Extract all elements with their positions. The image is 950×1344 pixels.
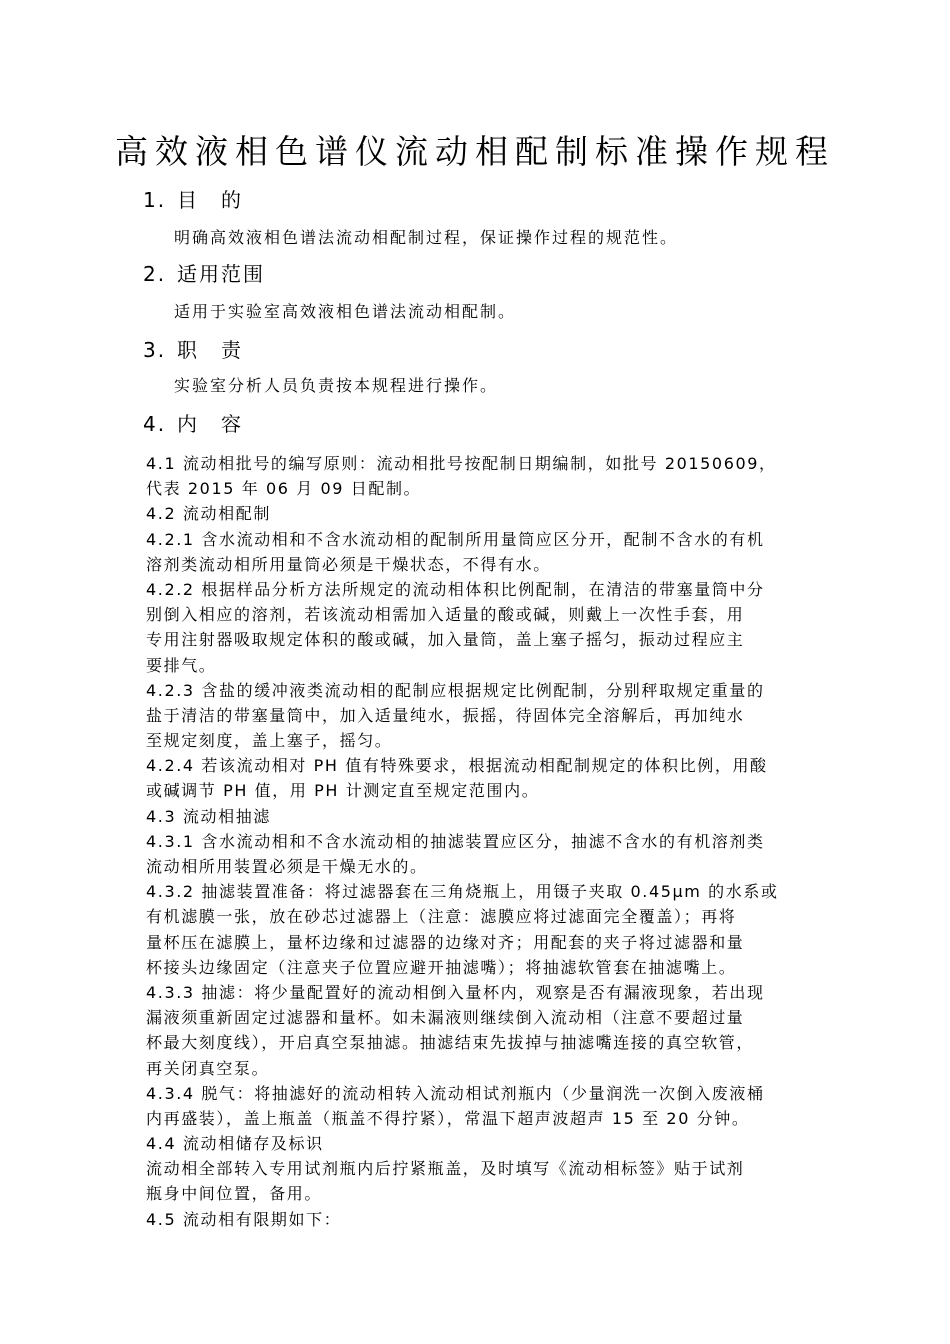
content-line: 盐于清洁的带塞量筒中，加入适量纯水，振摇，待固体完全溶解后，再加纯水	[146, 705, 745, 725]
content-line: 流动相所用装置必须是干燥无水的。	[146, 857, 428, 876]
section-3-body: 实验室分析人员负责按本规程进行操作。	[174, 376, 499, 395]
section-4-content	[146, 451, 826, 1232]
content-line: 再关闭真空泵。	[146, 1058, 270, 1078]
section-3-heading	[143, 336, 243, 364]
content-line: 漏液须重新固定过滤器和量杯。如未漏液则继续倒入流动相（注意不要超过量	[146, 1008, 745, 1028]
section-title: 内 容	[177, 412, 243, 436]
content-line: 瓶身中间位置，备用。	[146, 1184, 323, 1204]
content-line: 4.2.4 若该流动相对 PH 值有特殊要求，根据流动相配制规定的体积比例，用酸	[146, 756, 768, 776]
content-line: 4.2.1 含水流动相和不含水流动相的配制所用量筒应区分开，配制不含水的有机	[146, 529, 765, 549]
content-line: 杯接头边缘固定（注意夹子位置应避开抽滤嘴）；将抽滤软管套在抽滤嘴上。	[146, 957, 737, 977]
content-line: 流动相全部转入专用试剂瓶内后拧紧瓶盖，及时填写《流动相标签》贴于试剂	[146, 1159, 745, 1179]
section-2-heading	[143, 260, 265, 288]
content-line: 4.3.1 含水流动相和不含水流动相的抽滤装置应区分，抽滤不含水的有机溶剂类	[146, 831, 765, 851]
content-line: 4.1 流动相批号的编写原则：流动相批号按配制日期编制，如批号 20150609，	[146, 454, 777, 473]
section-4-heading	[143, 410, 243, 438]
section-1-body: 明确高效液相色谱法流动相配制过程，保证操作过程的规范性。	[174, 228, 679, 247]
section-number: 4.	[143, 412, 167, 436]
content-line: 溶剂类流动相所用量筒必须是干燥状态，不得有水。	[146, 554, 551, 574]
content-line: 4.3.4 脱气：将抽滤好的流动相转入流动相试剂瓶内（少量润洗一次倒入废液桶	[146, 1083, 765, 1103]
content-line: 量杯压在滤膜上，量杯边缘和过滤器的边缘对齐；用配套的夹子将过滤器和量	[146, 932, 745, 952]
section-title: 职 责	[177, 338, 243, 362]
content-line: 4.4 流动相储存及标识	[146, 1134, 324, 1154]
section-number: 2.	[143, 262, 167, 286]
content-line: 4.2.3 含盐的缓冲液类流动相的配制应根据规定比例配制，分别秤取规定重量的	[146, 680, 765, 700]
content-line: 要排气。	[146, 655, 217, 675]
section-title: 适用范围	[177, 262, 265, 286]
content-line: 4.3 流动相抽滤	[146, 806, 271, 826]
content-line: 4.2.2 根据样品分析方法所规定的流动相体积比例配制，在清洁的带塞量筒中分	[146, 579, 765, 599]
content-line: 内再盛装），盖上瓶盖（瓶盖不得拧紧），常温下超声波超声 15 至 20 分钟。	[146, 1108, 750, 1128]
content-line: 4.5 流动相有限期如下：	[146, 1209, 342, 1229]
section-1-heading	[143, 186, 243, 214]
content-line: 或碱调节 PH 值，用 PH 计测定直至规定范围内。	[146, 781, 540, 801]
content-line: 有机滤膜一张，放在砂芯过滤器上（注意：滤膜应将过滤面完全覆盖）；再将	[146, 907, 737, 927]
content-line: 至规定刻度，盖上塞子，摇匀。	[146, 731, 393, 751]
content-line: 4.3.2 抽滤装置准备：将过滤器套在三角烧瓶上，用镊子夹取 0.45μm 的水系或	[146, 882, 779, 902]
content-line: 别倒入相应的溶剂，若该流动相需加入适量的酸或碱，则戴上一次性手套，用	[146, 605, 745, 625]
section-title: 目 的	[177, 188, 243, 212]
content-line: 4.3.3 抽滤：将少量配置好的流动相倒入量杯内，观察是否有漏液现象，若出现	[146, 982, 765, 1002]
document-title: 高效液相色谱仪流动相配制标准操作规程	[115, 132, 835, 171]
content-line: 4.2 流动相配制	[146, 504, 271, 524]
section-number: 1.	[143, 188, 167, 212]
content-line: 专用注射器吸取规定体积的酸或碱，加入量筒，盖上塞子摇匀，振动过程应主	[146, 630, 745, 650]
section-number: 3.	[143, 338, 167, 362]
content-line: 杯最大刻度线），开启真空泵抽滤。抽滤结束先拔掉与抽滤嘴连接的真空软管，	[146, 1033, 755, 1053]
section-2-body: 适用于实验室高效液相色谱法流动相配制。	[174, 302, 517, 321]
content-line: 代表 2015 年 06 月 09 日配制。	[146, 479, 422, 499]
